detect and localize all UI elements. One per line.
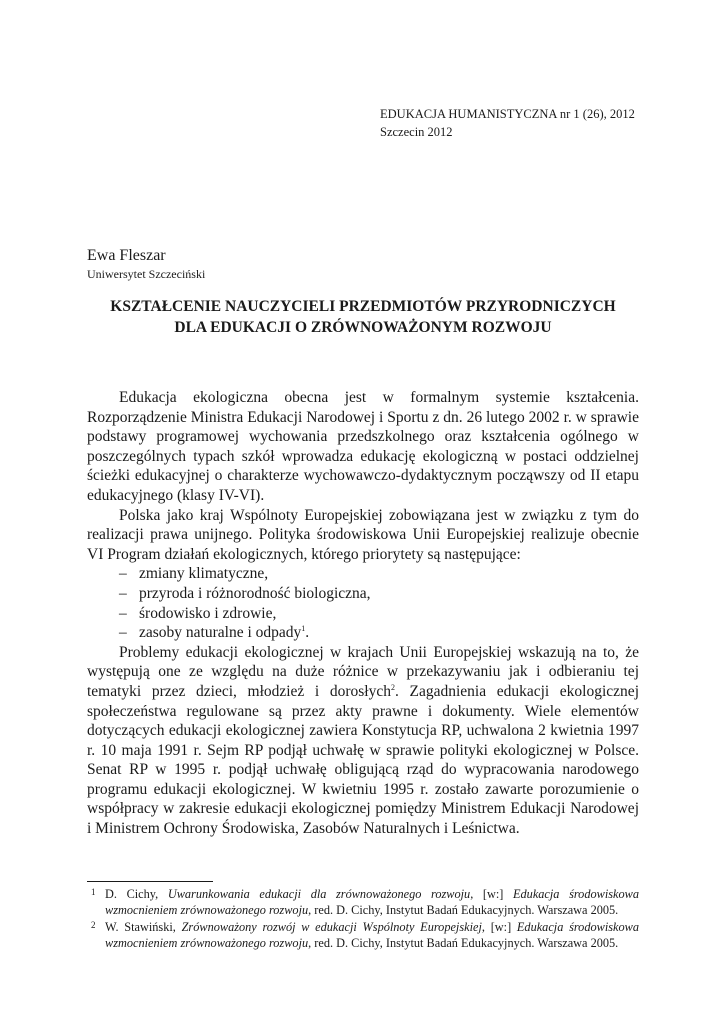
list-item-end: . [305,624,310,642]
list-item-text: zasoby naturalne i odpady [139,624,302,642]
list-item-text: środowisko i zdrowie, [139,604,277,622]
journal-header [380,105,635,141]
priority-list [87,564,639,642]
footnote-2 [87,919,639,951]
author-block [87,246,205,282]
footnote-in: , [w:] [470,887,514,901]
list-dash: – [119,624,127,642]
author-name: Ewa Fleszar [87,247,166,264]
footnote-1 [87,886,639,918]
list-item [119,564,639,584]
footnote-book: Edukacja środowiskowa wzmocnieniem zrównoważonego rozwoju [105,920,639,950]
paragraph-3-part-1: Problemy edukacji ekologicznej w krajach Unii Europejskiej wskazują na to, że występują one ze względu na duże różnice w przekazywaniu jak i odbieraniu tej tematyki przez dzieci, młodzież i dorosłych [87,643,639,700]
footnote-ref-2[interactable]: 2 [390,682,395,692]
list-item [119,604,639,624]
article-body [87,388,639,839]
list-item [119,623,639,643]
footnote-ref-1[interactable]: 1 [301,623,306,633]
footnote-rest: , red. D. Cichy, Instytut Badań Edukacyjnych. Warszawa 2005. [308,936,619,950]
footnote-title: Zrównoważony rozwój w edukacji Wspólnoty Europejskiej [181,920,482,934]
author-affiliation: Uniwersytet Szczeciński [87,267,206,281]
paragraph-2: Polska jako kraj Wspólnoty Europejskiej zobowiązana jest w związku z tym do realizacji prawa unijnego. Polityka środowiskowa Unii Europejskiej realizuje obecnie VI Program działań ekologicznych, którego priorytety są następujące: [87,506,639,563]
footnotes [87,886,639,952]
title-line-2: DLA EDUKACJI O ZRÓWNOWAŻONYM ROZWOJU [174,319,552,336]
paragraph-3 [87,643,639,839]
paragraph-3-part-2: . Zagadnienia edukacji ekologicznej społeczeństwa regulowane są przez akty prawne i dokumenty. Wiele elementów dotyczących edukacji ekologicznej zawiera Konstytucja RP, uchwalona 2 kwietnia 1997 r. 10 maja 1991 r. Sejm RP podjął uchwałę w sprawie polityki ekologicznej w Polsce. Senat RP w 1995 r. podjął uchwałę obligującą rząd do wypracowania narodowego programu edukacji ekologicznej. W kwietniu 1995 r. zostało zawarte porozumienie o współpracy w zakresie edukacji ekologicznej pomiędzy Ministrem Edukacji Narodowej i Ministrem Ochrony Środowiska, Zasobów Naturalnych i Leśnictwa. [87,682,639,838]
journal-place: Szczecin 2012 [380,125,453,139]
footnote-number: 1 [91,887,96,897]
list-item-text: przyroda i różnorodność biologiczna, [139,584,371,602]
paragraph-1: Edukacja ekologiczna obecna jest w formalnym systemie kształcenia. Rozporządzenie Ministra Edukacji Narodowej i Sportu z dn. 26 lutego 2002 r. w sprawie podstawy programowej wychowania przedszkolnego oraz kształcenia ogólnego w poszczególnych typach szkół wprowadza edukację ekologiczną w postaci oddzielnej ścieżki edukacyjnej o charakterze wychowawczo-dydaktycznym począwszy od II etapu edukacyjnego (klasy IV-VI). [87,389,639,504]
article-title [87,296,639,338]
list-item-text: zmiany klimatyczne, [139,565,269,583]
list-dash: – [119,584,127,602]
footnote-book: Edukacja środowiskowa wzmocnieniem zrównoważonego rozwoju [105,887,639,917]
list-item [119,584,639,604]
list-dash: – [119,604,127,622]
footnote-number: 2 [91,920,96,930]
footnote-divider [87,881,213,882]
footnote-rest: , red. D. Cichy, Instytut Badań Edukacyjnych. Warszawa 2005. [308,903,619,917]
footnote-author: D. Cichy, [105,887,168,901]
title-line-1: KSZTAŁCENIE NAUCZYCIELI PRZEDMIOTÓW PRZYRODNICZYCH [110,298,616,315]
footnote-author: W. Stawiński, [105,920,182,934]
journal-title: EDUKACJA HUMANISTYCZNA nr 1 (26), 2012 [380,107,635,121]
footnote-title: Uwarunkowania edukacji dla zrównoważonego rozwoju [167,887,471,901]
list-dash: – [119,565,127,583]
footnote-in: , [w:] [481,920,517,934]
